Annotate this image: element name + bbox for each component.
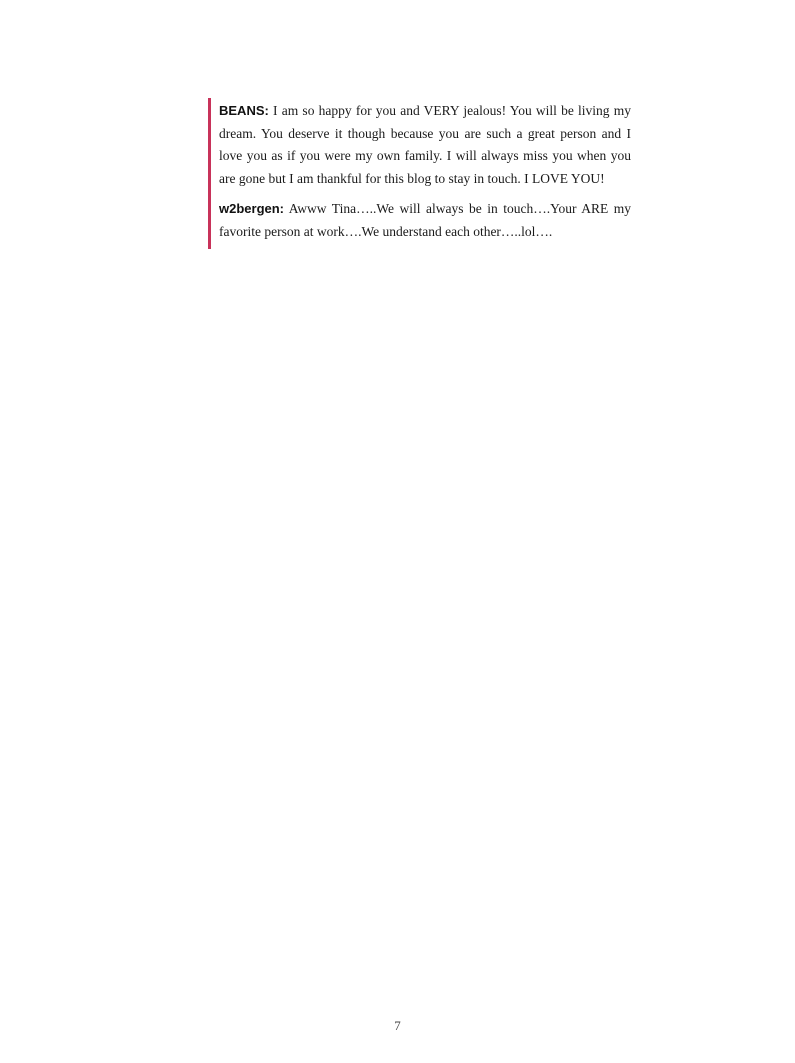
- comment-text: I am so happy for you and VERY jealous! You will be living my dream. You deserve it though because you are such a great person and I love you as if you were my own family. I will always miss you when you are gone but I am thankful for this blog to stay in touch. I LOVE YOU!: [219, 103, 631, 186]
- comment-author: BEANS:: [219, 103, 269, 118]
- comment-text: Awww Tina…..We will always be in touch….Your ARE my favorite person at work….We understand each other…..lol….: [219, 201, 631, 239]
- comment: [219, 100, 631, 190]
- comment: [219, 198, 631, 243]
- comment-author: w2bergen:: [219, 201, 285, 216]
- comment-thread: [208, 98, 631, 249]
- page-number: 7: [394, 1018, 401, 1033]
